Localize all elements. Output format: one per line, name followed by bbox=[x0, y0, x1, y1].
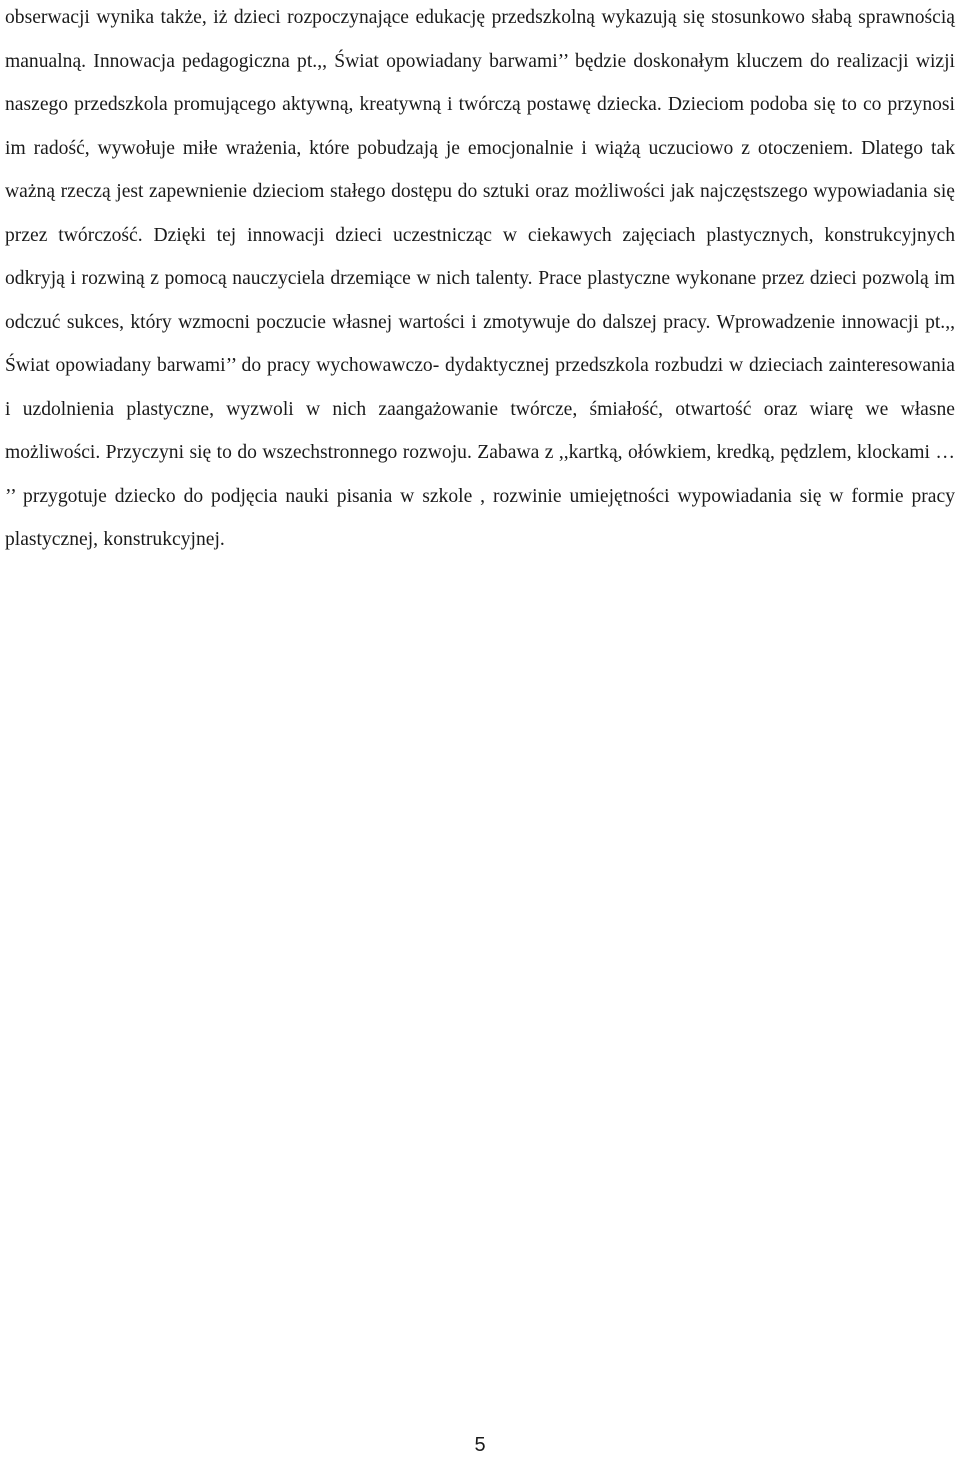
body-paragraph: obserwacji wynika także, iż dzieci rozpoczynające edukację przedszkolną wykazują się stosunkowo słabą sprawnością manualną. Innowacja pedagogiczna pt.,, Świat opowiadany barwami’’ będzie doskonałym kluczem do realizacji wizji naszego przedszkola promującego aktywną, kreatywną i twórczą postawę dziecka. Dzieciom podoba się to co przynosi im radość, wywołuje miłe wrażenia, które pobudzają je emocjonalnie i wiążą uczuciowo z otoczeniem. Dlatego tak ważną rzeczą jest zapewnienie dzieciom stałego dostępu do sztuki oraz możliwości jak najczęstszego wypowiadania się przez twórczość. Dzięki tej innowacji dzieci uczestnicząc w ciekawych zajęciach plastycznych, konstrukcyjnych odkryją i rozwiną z pomocą nauczyciela drzemiące w nich talenty. Prace plastyczne wykonane przez dzieci pozwolą im odczuć sukces, który wzmocni poczucie własnej wartości i zmotywuje do dalszej pracy. Wprowadzenie innowacji pt.,, Świat opowiadany barwami’’ do pracy wychowawczo- dydaktycznej przedszkola rozbudzi w dzieciach zainteresowania i uzdolnienia plastyczne, wyzwoli w nich zaangażowanie twórcze, śmiałość, otwartość oraz wiarę we własne możliwości. Przyczyni się to do wszechstronnego rozwoju. Zabawa z ,,kartką, ołówkiem, kredką, pędzlem, klockami … ’’ przygotuje dziecko do podjęcia nauki pisania w szkole , rozwinie umiejętności wypowiadania się w formie pracy plastycznej, konstrukcyjnej. bbox=[5, 7, 955, 550]
page-number: 5 bbox=[474, 1434, 486, 1456]
